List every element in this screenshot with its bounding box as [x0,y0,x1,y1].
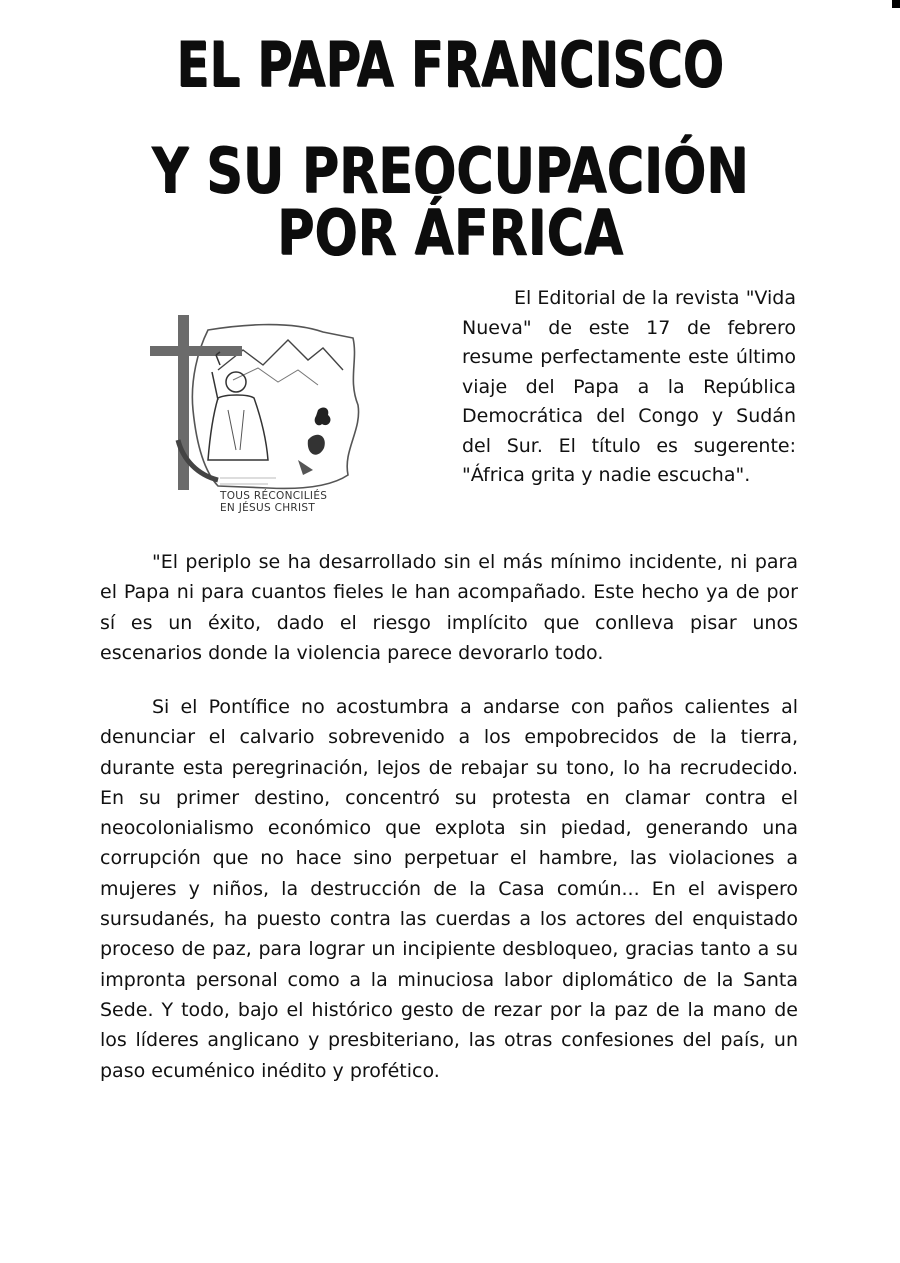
body-paragraph-2: Si el Pontífice no acostumbra a andarse con paños calientes al denunciar el calvario sobrevenido a los empobrecidos de la tierra, durante esta peregrinación, lejos de rebajar su tono, lo ha recrudecido. En su primer destino, concentró su protesta en clamar contra el neocolonialismo económico que explota sin piedad, generando una corrupción que no hace sino perpetuar el hambre, las violaciones a mujeres y niños, la destrucción de la Casa común... En el avispero sursudanés, ha puesto contra las cuerdas a los actores del enquistado proceso de paz, para lograr un incipiente desbloqueo, gracias tanto a su impronta personal como a la minuciosa labor diplomático de la Santa Sede. Y todo, bajo el histórico gesto de rezar por la paz de la mano de los líderes anglicano y presbiteriano, las otras confesiones del país, un paso ecuménico inédito y profético. [100,696,798,1082]
title-line-2: Y SU PREOCUPACIÓN POR ÁFRICA [151,134,749,269]
logo-caption-line-2: EN JÉSUS CHRIST [220,502,316,514]
logo-caption [220,490,360,514]
papal-visit-logo-icon [148,310,370,515]
logo-caption-line-1: TOUS RÉCONCILIÉS [220,490,328,502]
body-paragraph-1: "El periplo se ha desarrollado sin el más mínimo incidente, ni para el Papa ni para cuantos fieles le han acompañado. Este hecho ya de por sí es un éxito, dado el riesgo implícito que conlleva pisar unos escenarios donde la violencia parece devorarlo todo. [100,551,798,664]
scan-edge-mark [892,0,900,8]
title-line-1: EL PAPA FRANCISCO [176,28,724,101]
intro-paragraph: El Editorial de la revista "Vida Nueva" de este 17 de febrero resume perfectamente este último viaje del Papa a la República Democrática del Congo y Sudán del Sur. El título es sugerente: "África grita y nadie escucha". [462,287,796,486]
